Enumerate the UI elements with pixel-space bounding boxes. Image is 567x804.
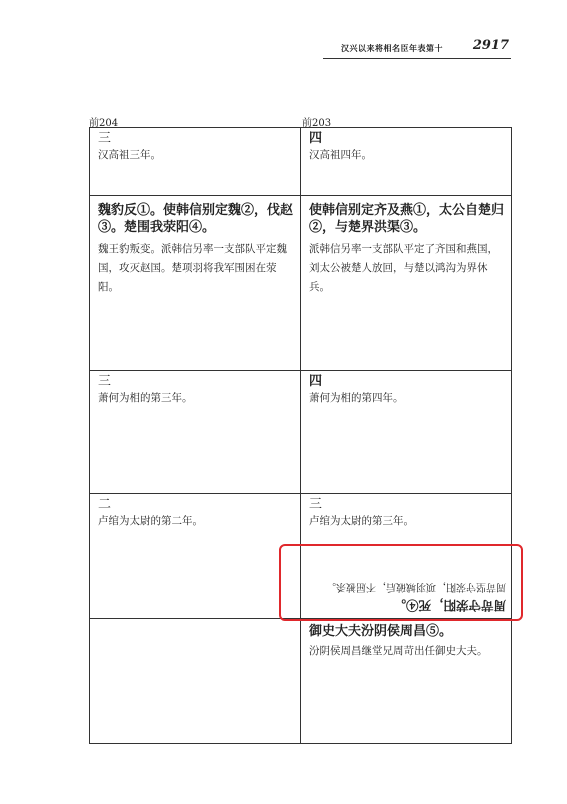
year-ordinal: 三 xyxy=(98,374,112,389)
event-detail: 派韩信另率一支部队平定了齐国和燕国，刘太公被楚人放回，与楚以鸿沟为界休兵。 xyxy=(309,243,498,293)
event-headline: 魏豹反①。使韩信别定魏②，伐赵③。楚围我荥阳④。 xyxy=(98,203,294,235)
cell-text: 萧何为相的第三年。 xyxy=(98,392,193,404)
table-row xyxy=(90,619,512,744)
year-ordinal: 四 xyxy=(309,131,323,146)
table-cell xyxy=(90,371,301,494)
table-cell xyxy=(90,128,301,196)
year-ordinal: 三 xyxy=(98,131,112,146)
cell-text: 卢绾为太尉的第三年。 xyxy=(309,515,414,527)
event-headline: 使韩信别定齐及燕①，太公自楚归②，与楚界洪渠③。 xyxy=(309,203,505,235)
running-title: 汉兴以来将相名臣年表第十 xyxy=(341,43,443,53)
cell-text: 汉高祖三年。 xyxy=(98,149,161,161)
cell-text: 汉高祖四年。 xyxy=(309,149,372,161)
table-row xyxy=(90,196,512,371)
year-ordinal: 二 xyxy=(98,497,112,512)
table-cell xyxy=(90,196,301,371)
running-header xyxy=(323,40,511,59)
table-cell xyxy=(301,371,512,494)
event-headline: 御史大夫汾阴侯周昌⑤。 xyxy=(309,624,453,639)
flipped-detail: 周苛坚守荥阳，项羽城破后，不屈被杀。 xyxy=(326,581,506,592)
table-cell xyxy=(301,128,512,196)
table-cell xyxy=(90,494,301,619)
table-row xyxy=(90,128,512,196)
flipped-headline: 周苛守荥阳，死④。 xyxy=(393,598,506,613)
year-label-left: 前204 xyxy=(89,118,119,129)
cell-text: 卢绾为太尉的第二年。 xyxy=(98,515,203,527)
page-number: 2917 xyxy=(472,38,509,53)
highlight-box xyxy=(279,544,523,621)
event-detail: 魏王豹叛变。派韩信另率一支部队平定魏国，攻灭赵国。楚项羽将我军围困在荥阳。 xyxy=(98,243,287,293)
table-cell xyxy=(301,196,512,371)
table-cell xyxy=(90,619,301,744)
chronology-table xyxy=(89,127,512,744)
table-row xyxy=(90,371,512,494)
year-ordinal: 三 xyxy=(309,497,323,512)
cell-text: 萧何为相的第四年。 xyxy=(309,392,404,404)
year-label-right: 前203 xyxy=(302,118,332,129)
event-detail: 汾阴侯周昌继堂兄周苛出任御史大夫。 xyxy=(309,645,488,657)
table-cell xyxy=(301,619,512,744)
year-ordinal: 四 xyxy=(309,374,323,389)
